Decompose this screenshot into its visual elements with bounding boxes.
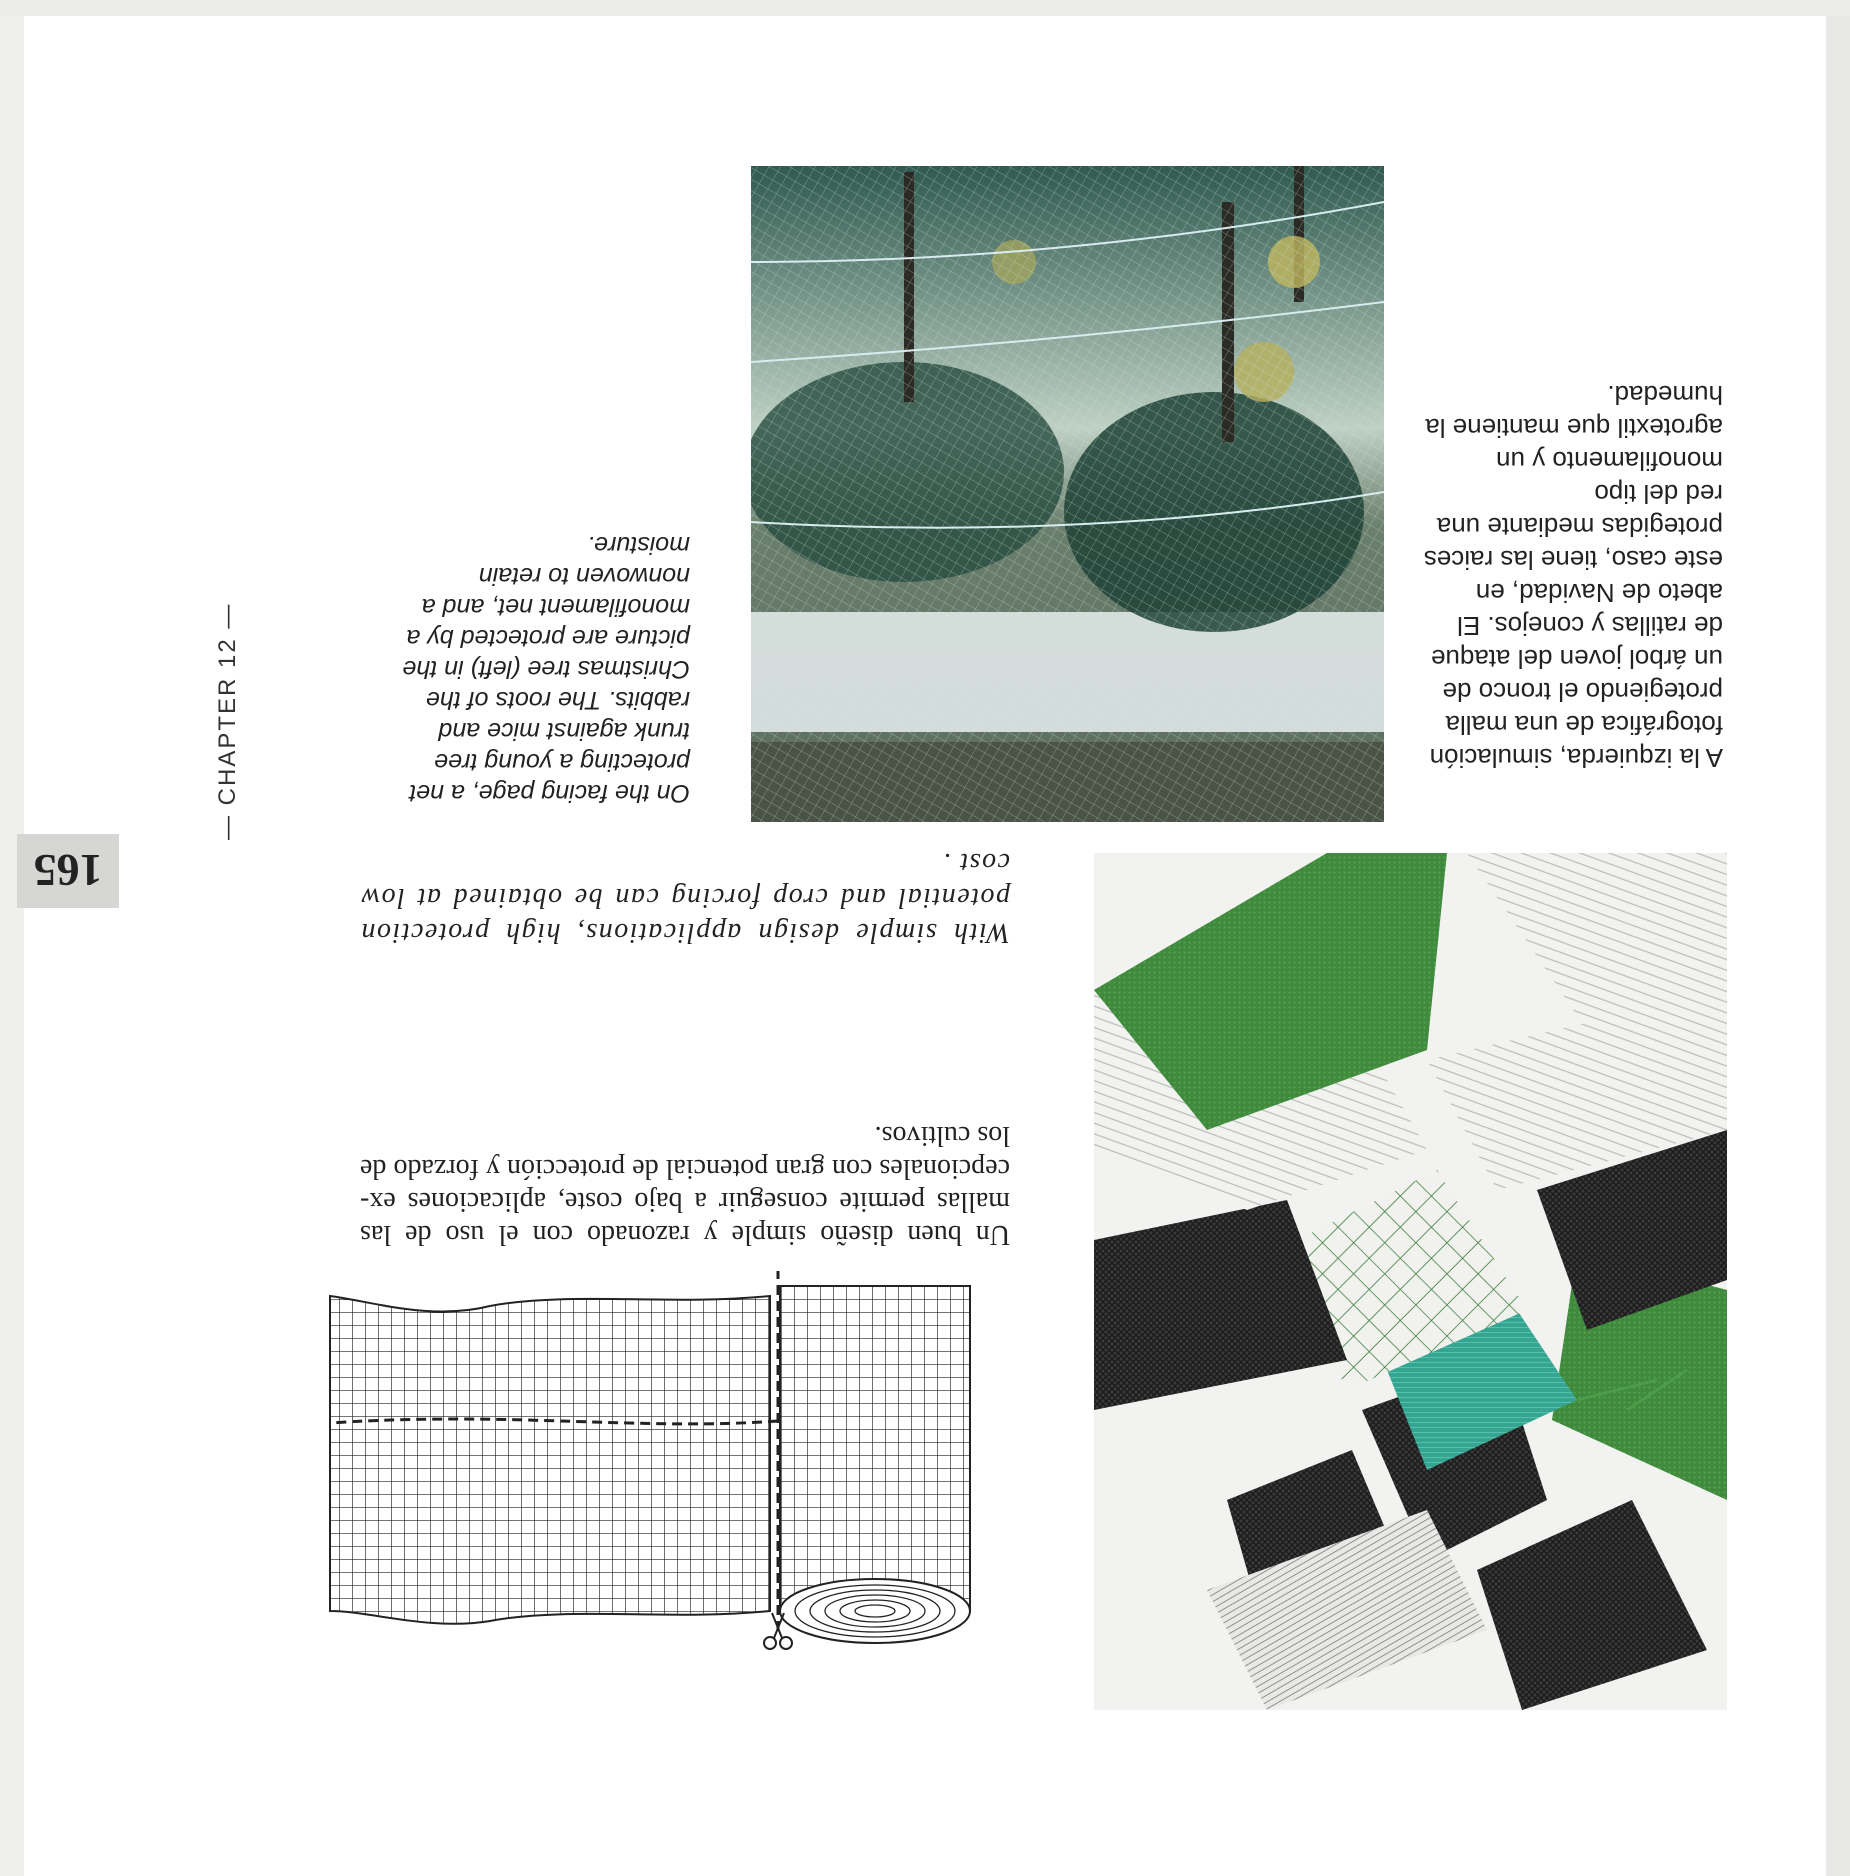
mesh-roll-diagram <box>310 1221 990 1651</box>
net-samples-illustration <box>1094 853 1727 1710</box>
page-edge-shadow <box>0 0 1850 16</box>
page-edge-shadow <box>1826 0 1850 1876</box>
photo-net-samples <box>1094 853 1727 1710</box>
body-text-spanish: Un buen diseño simple y razonado con el uso de las mallas permite conseguir a bajo coste, aplicaciones excepcionales con gran potencial de protección y forzado de los cultivos. <box>360 1120 1010 1250</box>
page-edge-shadow <box>0 0 24 1876</box>
christmas-tree-illustration <box>751 166 1384 822</box>
caption-spanish: A la izquierda, simulación fotográfica de una malla protegiendo el tronco de un árbol joven del ataque de ratillas y conejos. El abeto de Navidad, en este caso, tiene las raices protegidas mediante una red del tipo monofilamento y un agrotextil que mantiene la humedad. <box>1423 380 1723 773</box>
photo-christmas-tree-net <box>751 166 1384 822</box>
page-number-tab <box>17 834 119 908</box>
body-text-english: With simple design applications, high protection potential and crop forcing can be obtained at low cost . <box>360 847 1010 948</box>
page-number: 165 <box>33 845 103 897</box>
caption-english: On the facing page, a net protecting a young tree trunk against mice and rabbits. The roots of the Christmas tree (left) in the picture are protected by a monofilament net, and a nonwoven to retain moisture. <box>402 531 690 807</box>
chapter-label: — CHAPTER 12 — <box>214 602 241 840</box>
